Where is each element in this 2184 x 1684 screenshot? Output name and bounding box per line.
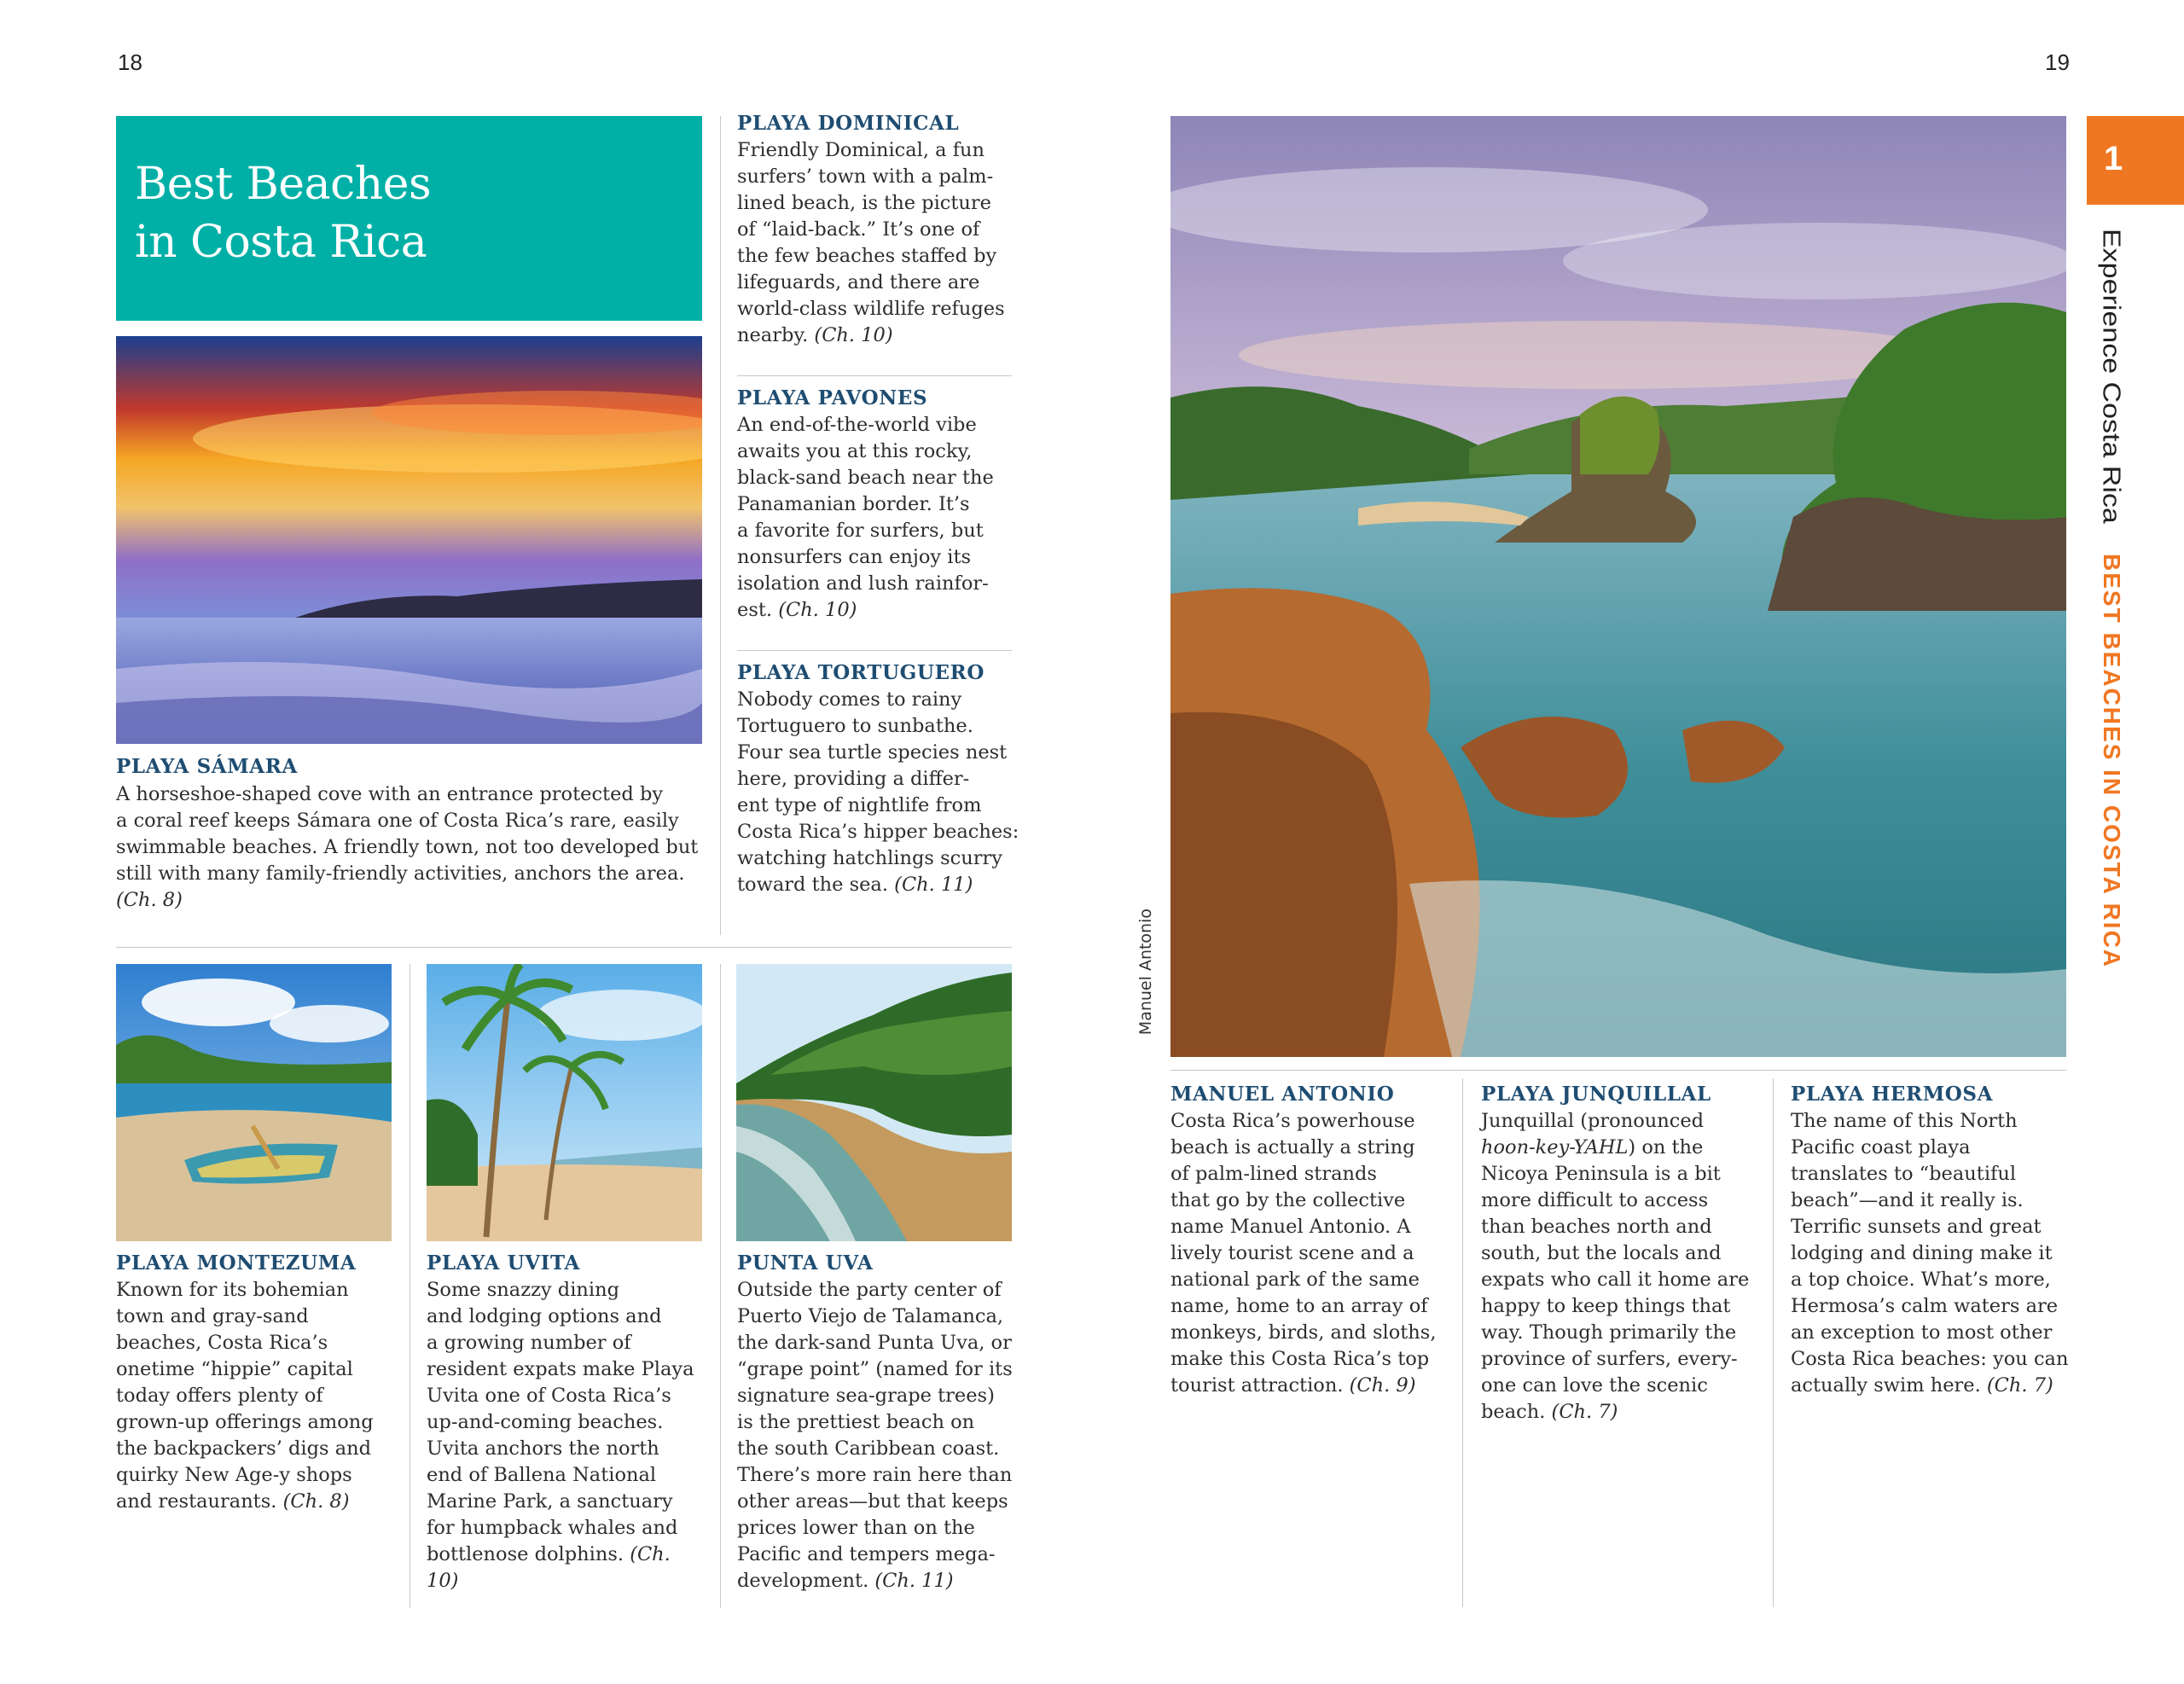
column-divider — [1462, 1078, 1463, 1607]
text-line: black-sand beach near the — [737, 467, 994, 489]
text-line: and lodging options and — [427, 1305, 662, 1327]
text-line: toward the sea. (Ch. 11) — [737, 874, 973, 896]
chapter-ref: (Ch. 11) — [894, 874, 973, 896]
page-title-line-1: Best Beaches — [135, 159, 432, 210]
text-line: A horseshoe-shaped cove with an entrance protected by — [116, 783, 664, 805]
text-line: development. (Ch. 11) — [737, 1570, 954, 1592]
text-line: swimmable beaches. A friendly town, not too developed but — [116, 836, 699, 858]
text-line: Nicoya Peninsula is a bit — [1481, 1163, 1721, 1185]
text-line: the few beaches staffed by — [737, 245, 997, 267]
heading-playa-dominical: PLAYA DOMINICAL — [737, 112, 960, 135]
text-line: ent type of nightlife from — [737, 794, 982, 816]
chapter-ref: (Ch. 8) — [116, 889, 183, 911]
heading-punta-uva: PUNTA UVA — [737, 1251, 874, 1275]
section-divider — [737, 375, 1012, 376]
chapter-ref: (Ch. 11) — [874, 1570, 954, 1592]
text-line: town and gray-sand — [116, 1305, 309, 1327]
text-line: happy to keep things that — [1481, 1295, 1731, 1317]
text-line: name Manuel Antonio. A — [1170, 1216, 1411, 1238]
text-line: prices lower than on the — [737, 1517, 975, 1539]
text-line: national park of the same — [1170, 1269, 1420, 1291]
chapter-ref: (Ch. 8) — [282, 1490, 350, 1513]
heading-playa-junquillal: PLAYA JUNQUILLAL — [1481, 1083, 1711, 1106]
text-line: Costa Rica beaches: you can — [1791, 1348, 2069, 1370]
photo-manuel-antonio — [1170, 116, 2066, 1057]
text-line: one can love the scenic — [1481, 1374, 1708, 1397]
text-line: actually swim here. (Ch. 7) — [1791, 1374, 2053, 1397]
page-number-left: 18 — [118, 49, 142, 75]
heading-playa-pavones: PLAYA PAVONES — [737, 386, 928, 409]
text-line: for humpback whales and — [427, 1517, 678, 1539]
section-divider — [737, 650, 1012, 651]
row-divider — [116, 947, 1012, 948]
text-line: that go by the collective — [1170, 1189, 1406, 1211]
text-line: is the prettiest beach on — [737, 1411, 975, 1433]
text-line: isolation and lush rainfor- — [737, 572, 989, 595]
text-line: Friendly Dominical, a fun — [737, 139, 985, 161]
text-manuel-antonio — [1170, 1108, 1452, 1399]
text-line: monkeys, birds, and sloths, — [1170, 1321, 1437, 1344]
text-line: Four sea turtle species nest — [737, 741, 1008, 764]
text-line: translates to “beautiful — [1791, 1163, 2017, 1185]
column-divider — [720, 964, 721, 1608]
text-line: Terrific sunsets and great — [1791, 1216, 2042, 1238]
text-line: other areas—but that keeps — [737, 1490, 1008, 1513]
text-line: province of surfers, every- — [1481, 1348, 1738, 1370]
text-line: a top choice. What’s more, — [1791, 1269, 2051, 1291]
text-line: Uvita anchors the north — [427, 1437, 659, 1460]
text-line: Tortuguero to sunbathe. — [737, 715, 973, 737]
text-line: est. (Ch. 10) — [737, 599, 857, 621]
heading-playa-uvita: PLAYA UVITA — [427, 1251, 580, 1275]
column-divider — [720, 116, 721, 935]
text-line: Panamanian border. It’s — [737, 493, 970, 515]
text-line: a growing number of — [427, 1332, 631, 1354]
text-line: lodging and dining make it — [1791, 1242, 2053, 1264]
heading-playa-montezuma: PLAYA MONTEZUMA — [116, 1251, 357, 1275]
text-line: Costa Rica’s powerhouse — [1170, 1110, 1415, 1132]
section-title: Experience Costa Rica — [2097, 229, 2126, 524]
text-playa-tortuguero — [737, 687, 1027, 898]
text-line: of palm-lined strands — [1170, 1163, 1377, 1185]
text-line: beaches, Costa Rica’s — [116, 1332, 328, 1354]
text-line: an exception to most other — [1791, 1321, 2053, 1344]
heading-manuel-antonio: MANUEL ANTONIO — [1170, 1083, 1395, 1106]
text-line: more difficult to access — [1481, 1189, 1709, 1211]
text-line: bottlenose dolphins. (Ch. 10) — [427, 1543, 671, 1592]
chapter-ref: (Ch. 9) — [1349, 1374, 1416, 1397]
chapter-ref: (Ch. 10) — [427, 1543, 671, 1592]
text-line: Some snazzy dining — [427, 1279, 619, 1301]
text-line: Hermosa’s calm waters are — [1791, 1295, 2059, 1317]
text-line: a favorite for surfers, but — [737, 520, 984, 542]
chapter-title: BEST BEACHES IN COSTA RICA — [2099, 554, 2125, 969]
page-title-line-2: in Costa Rica — [135, 217, 427, 268]
text-line: resident expats make Playa — [427, 1358, 694, 1380]
text-line: Known for its bohemian — [116, 1279, 349, 1301]
text-line: beach”—and it really is. — [1791, 1189, 2024, 1211]
text-line: Nobody comes to rainy — [737, 688, 962, 711]
text-line: and restaurants. (Ch. 8) — [116, 1490, 350, 1513]
text-line: hoon-key-YAHL) on the — [1481, 1136, 1704, 1158]
chapter-tab-number: 1 — [2087, 116, 2184, 205]
chapter-ref: (Ch. 10) — [814, 324, 893, 346]
text-playa-montezuma — [116, 1277, 398, 1515]
text-line: up-and-coming beaches. — [427, 1411, 664, 1433]
text-line: the south Caribbean coast. — [737, 1437, 1000, 1460]
text-line: name, home to an array of — [1170, 1295, 1428, 1317]
text-line: Marine Park, a sanctuary — [427, 1490, 673, 1513]
text-line: signature sea-grape trees) — [737, 1385, 995, 1407]
text-line: lined beach, is the picture — [737, 192, 991, 214]
text-playa-uvita — [427, 1277, 708, 1594]
text-line: Junquillal (pronounced — [1481, 1110, 1705, 1132]
text-line: Pacific and tempers mega- — [737, 1543, 996, 1565]
text-playa-pavones — [737, 412, 1019, 624]
text-line: nearby. (Ch. 10) — [737, 324, 893, 346]
text-line: than beaches north and — [1481, 1216, 1712, 1238]
text-playa-hermosa — [1791, 1108, 2072, 1399]
text-line: watching hatchlings scurry — [737, 847, 1002, 869]
pronunciation: hoon-key-YAHL — [1481, 1136, 1629, 1158]
text-line: beach is actually a string — [1170, 1136, 1415, 1158]
photo-playa-uvita — [427, 964, 702, 1241]
text-playa-junquillal — [1481, 1108, 1767, 1426]
text-line: lively tourist scene and a — [1170, 1242, 1414, 1264]
text-playa-samara — [116, 781, 705, 914]
text-punta-uva — [737, 1277, 1027, 1594]
text-line: the dark-sand Punta Uva, or — [737, 1332, 1012, 1354]
text-line: lifeguards, and there are — [737, 271, 980, 293]
chapter-ref: (Ch. 10) — [778, 599, 857, 621]
text-line: nonsurfers can enjoy its — [737, 546, 972, 568]
photo-punta-uva — [736, 964, 1012, 1241]
text-line: here, providing a differ- — [737, 768, 970, 790]
chapter-side-label — [2094, 229, 2129, 968]
text-line: south, but the locals and — [1481, 1242, 1722, 1264]
title-box — [116, 116, 702, 321]
text-line: way. Though primarily the — [1481, 1321, 1737, 1344]
text-line: today offers plenty of — [116, 1385, 323, 1407]
text-line: surfers’ town with a palm- — [737, 165, 994, 188]
heading-playa-tortuguero: PLAYA TORTUGUERO — [737, 661, 985, 684]
text-playa-dominical — [737, 137, 1019, 349]
photo-playa-montezuma — [116, 964, 392, 1241]
text-line: Puerto Viejo de Talamanca, — [737, 1305, 1004, 1327]
text-line: Uvita one of Costa Rica’s — [427, 1385, 671, 1407]
text-line: end of Ballena National — [427, 1464, 657, 1486]
row-divider — [1170, 1070, 2066, 1071]
text-line: make this Costa Rica’s top — [1170, 1348, 1430, 1370]
chapter-ref: (Ch. 7) — [1986, 1374, 2053, 1397]
text-line: beach. (Ch. 7) — [1481, 1401, 1618, 1423]
photo-playa-samara — [116, 336, 702, 744]
heading-playa-hermosa: PLAYA HERMOSA — [1791, 1083, 1994, 1106]
text-line: “grape point” (named for its — [737, 1358, 1013, 1380]
text-line: world-class wildlife refuges — [737, 298, 1005, 320]
text-line: An end-of-the-world vibe — [737, 414, 977, 436]
text-line: There’s more rain here than — [737, 1464, 1013, 1486]
photo-credit: Manuel Antonio — [1136, 909, 1155, 1036]
text-line: expats who call it home are — [1481, 1269, 1750, 1291]
text-line: awaits you at this rocky, — [737, 440, 973, 462]
page-number-right: 19 — [2045, 49, 2070, 75]
text-line: onetime “hippie” capital — [116, 1358, 353, 1380]
text-line: Costa Rica’s hipper beaches: — [737, 821, 1019, 843]
text-line: tourist attraction. (Ch. 9) — [1170, 1374, 1416, 1397]
chapter-ref: (Ch. 7) — [1551, 1401, 1618, 1423]
text-line: of “laid-back.” It’s one of — [737, 218, 980, 241]
text-line: the backpackers’ digs and — [116, 1437, 372, 1460]
text-line: Pacific coast playa — [1791, 1136, 1971, 1158]
heading-playa-samara: PLAYA SÁMARA — [116, 755, 298, 778]
text-line: The name of this North — [1791, 1110, 2018, 1132]
text-line: still with many family-friendly activities, anchors the area. — [116, 862, 685, 885]
text-line: grown-up offerings among — [116, 1411, 374, 1433]
text-line: a coral reef keeps Sámara one of Costa Rica’s rare, easily — [116, 810, 679, 832]
text-line: quirky New Age-y shops — [116, 1464, 352, 1486]
text-line: Outside the party center of — [737, 1279, 1002, 1301]
column-divider — [1773, 1078, 1774, 1607]
